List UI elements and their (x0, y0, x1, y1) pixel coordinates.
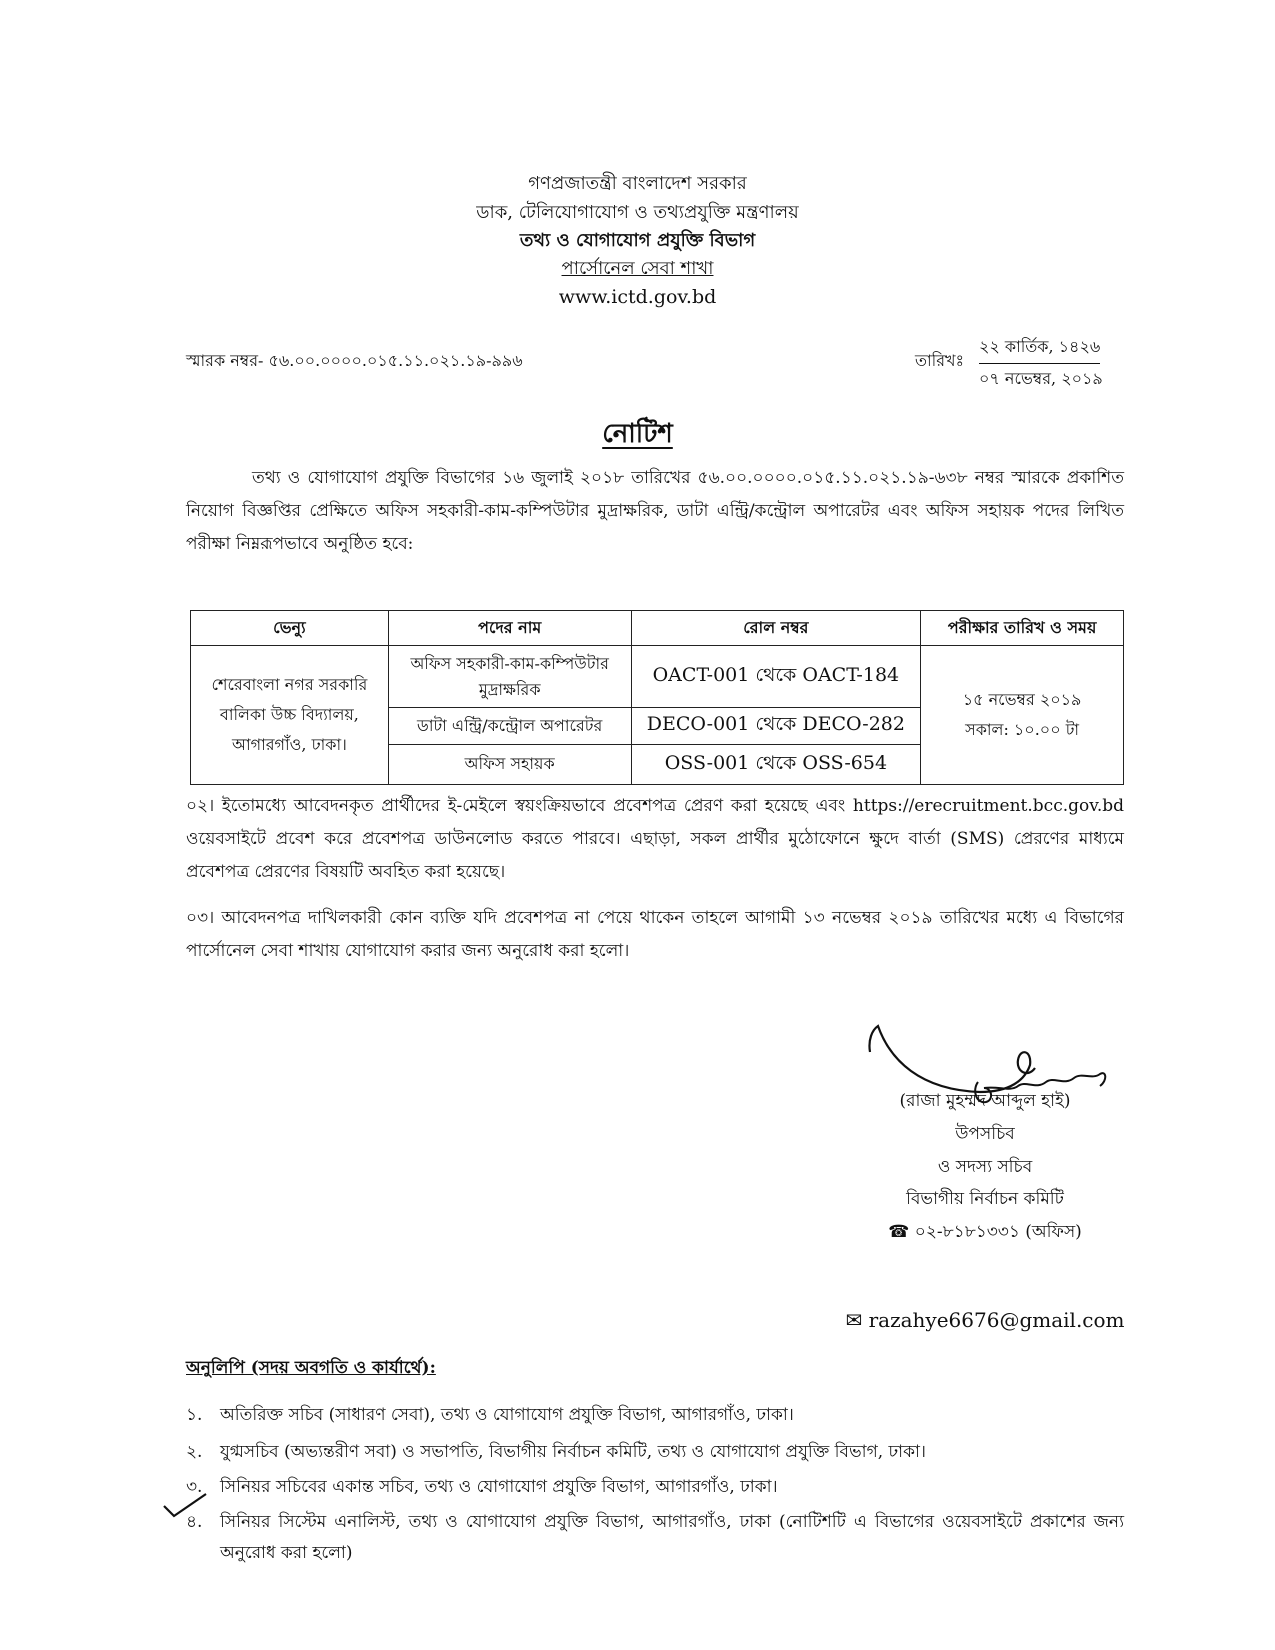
list-item (186, 1507, 1124, 1569)
notice-title-text: নোটিশ (602, 419, 673, 449)
list-item-number: ৩. (186, 1477, 203, 1497)
division-name: তথ্য ও যোগাযোগ প্রযুক্তি বিভাগ (519, 230, 756, 251)
exam-schedule-table (190, 610, 1124, 785)
list-item-text: সিনিয়র সচিবের একান্ত সচিব, তথ্য ও যোগাযোগ প্রযুক্তি বিভাগ, আগারগাঁও, ঢাকা। (220, 1477, 778, 1497)
check-mark-icon (160, 1490, 210, 1520)
roll-cell: OSS-001 থেকে OSS-654 (631, 745, 921, 785)
signatory-email (820, 1308, 1150, 1332)
exam-datetime-cell (921, 646, 1124, 785)
list-item (186, 1400, 1124, 1431)
header-exam-time: পরীক্ষার তারিখ ও সময় (921, 611, 1124, 646)
paragraph-3: ০৩। আবেদনপত্র দাখিলকারী কোন ব্যক্তি যদি প্রবেশপত্র না পেয়ে থাকেন তাহলে আগামী ১৩ নভেম্বর ২০১৯ তারিখের মধ্যে এ বিভাগের পার্সোনেল সেবা শাখায় যোগাযোগ করার জন্য অনুরোধ করা হলো। (186, 908, 1124, 961)
website-link[interactable]: www.ictd.gov.bd (558, 286, 717, 308)
ministry-name: ডাক, টেলিযোগাযোগ ও তথ্যপ্রযুক্তি মন্ত্রণালয় (476, 202, 799, 223)
date-gregorian: ০৭ নভেম্বর, ২০১৯ (979, 369, 1103, 388)
roll-cell: OACT-001 থেকে OACT-184 (631, 646, 921, 708)
post-cell: অফিস সহায়ক (388, 745, 631, 785)
exam-date: ১৫ নভেম্বর ২০১৯ (962, 690, 1082, 709)
list-item-number: ২. (186, 1442, 203, 1462)
section-name-text: পার্সোনেল সেবা শাখা (561, 258, 714, 279)
post-cell: ডাটা এন্ট্রি/কন্ট্রোল অপারেটর (388, 708, 631, 745)
list-item (186, 1437, 1124, 1468)
notice-title (0, 413, 1275, 457)
signatory-committee: বিভাগীয় নির্বাচন কমিটি (906, 1189, 1064, 1209)
post-cell: অফিস সহকারী-কাম-কম্পিউটার মুদ্রাক্ষরিক (388, 646, 631, 708)
email-address[interactable]: razahye6676@gmail.com (868, 1308, 1125, 1332)
copy-to-list (186, 1400, 1124, 1569)
paragraph-2: ০২। ইতোমধ্যে আবেদনকৃত প্রার্থীদের ই-মেইলে স্বয়ংক্রিয়ভাবে প্রবেশপত্র প্রেরণ করা হয়েছে এবং https://erecruitment.bcc.gov.bd ওয়েবসাইটে প্রবেশ করে প্রবেশপত্র ডাউনলোড করতে পারবে। এছাড়া, সকল প্রার্থীর মুঠোফোনে ক্ষুদে বার্তা (SMS) প্রেরণের মাধ্যমে প্রবেশপত্র প্রেরণের বিষয়টি অবহিত করা হয়েছে। (186, 796, 1124, 882)
list-item-number: ১. (186, 1405, 203, 1425)
list-item (186, 1472, 1124, 1503)
memo-reference: স্মারক নম্বর- ৫৬.০০.০০০০.০১৫.১১.০২১.১৯-৯৯৬ (186, 351, 523, 370)
header-roll: রোল নম্বর (631, 611, 921, 646)
header-post: পদের নাম (388, 611, 631, 646)
signatory-designation: উপসচিব (955, 1124, 1015, 1144)
telephone-icon: ☎ (888, 1222, 910, 1242)
section-name (0, 258, 1275, 280)
list-item-number: ৪. (186, 1512, 203, 1532)
date-bangla: ২২ কার্তিক, ১৪২৬ (979, 334, 1100, 364)
header-venue: ভেন্যু (191, 611, 389, 646)
roll-cell: DECO-001 থেকে DECO-282 (631, 708, 921, 745)
list-item-text: যুগ্মসচিব (অভ্যন্তরীণ সবা) ও সভাপতি, বিভাগীয় নির্বাচন কমিটি, তথ্য ও যোগাযোগ প্রযুক্তি বিভাগ, ঢাকা। (220, 1442, 926, 1462)
venue-cell: শেরেবাংলা নগর সরকারি বালিকা উচ্চ বিদ্যালয়, আগারগাঁও, ঢাকা। (191, 646, 389, 785)
envelope-icon: ✉ (845, 1308, 863, 1332)
signatory-phone (820, 1216, 1150, 1249)
phone-number: ০২-৮১৮১৩৩১ (অফিস) (914, 1222, 1082, 1242)
table-header-row (191, 611, 1124, 646)
date-label: তারিখঃ (915, 351, 965, 370)
copy-to-title: অনুলিপি (সদয় অবগতি ও কার্যার্থে): (186, 1358, 436, 1378)
list-item-text: অতিরিক্ত সচিব (সাধারণ সেবা), তথ্য ও যোগাযোগ প্রযুক্তি বিভাগ, আগারগাঁও, ঢাকা। (220, 1405, 794, 1425)
table-row (191, 646, 1124, 708)
exam-time: সকাল: ১০.০০ টা (965, 720, 1080, 739)
paragraph-1: তথ্য ও যোগাযোগ প্রযুক্তি বিভাগের ১৬ জুলাই ২০১৮ তারিখের ৫৬.০০.০০০০.০১৫.১১.০২১.১৯-৬৩৮ নম্বর স্মারকে প্রকাশিত নিয়োগ বিজ্ঞপ্তির প্রেক্ষিতে অফিস সহকারী-কাম-কম্পিউটার মুদ্রাক্ষরিক, ডাটা এন্ট্রি/কন্ট্রোল অপারেটর এবং অফিস সহায়ক পদের লিখিত পরীক্ষা নিম্নরূপভাবে অনুষ্ঠিত হবে: (186, 468, 1124, 554)
signatory-role: ও সদস্য সচিব (937, 1157, 1033, 1177)
gov-name: গণপ্রজাতন্ত্রী বাংলাদেশ সরকার (528, 173, 747, 194)
signatory-name: (রাজা মুহম্মদ আব্দুল হাই) (899, 1091, 1071, 1111)
list-item-text: সিনিয়র সিস্টেম এনালিস্ট, তথ্য ও যোগাযোগ প্রযুক্তি বিভাগ, আগারগাঁও, ঢাকা (নোটিশটি এ বিভাগের ওয়েবসাইটে প্রকাশের জন্য অনুরোধ করা হলো) (220, 1512, 1124, 1563)
